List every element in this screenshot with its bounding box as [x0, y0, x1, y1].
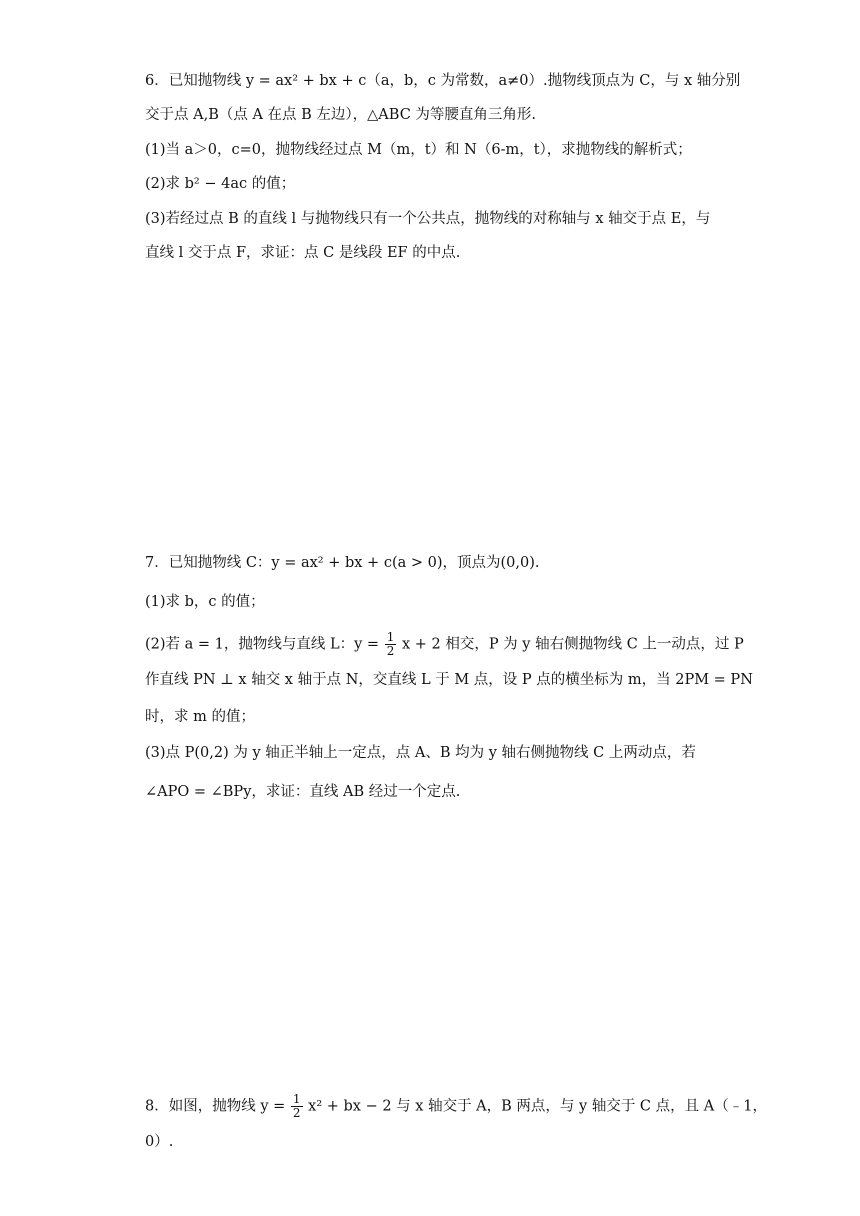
q7-line-5: 时，求 m 的值；	[145, 709, 255, 725]
q6-line-2: 交于点 A,B（点 A 在点 B 左边），△ABC 为等腰直角三角形.	[145, 107, 537, 123]
q7-line-6: (3)点 P(0,2) 为 y 轴正半轴上一定点，点 A、B 均为 y 轴右侧抛物线 C 上两动点，若	[145, 745, 696, 761]
q6-line-1: 6．已知抛物线 y = ax² + bx + c（a，b，c 为常数，a≠0）.抛物线顶点为 C，与 x 轴分别	[145, 73, 741, 89]
q8-line-1-part-a: 8．如图，抛物线 y =	[145, 1098, 286, 1115]
q8-fraction-numerator: 1	[292, 1092, 301, 1106]
q6-line-5: (3)若经过点 B 的直线 l 与抛物线只有一个公共点，抛物线的对称轴与 x 轴交于点 E，与	[145, 211, 711, 227]
q8-line-1	[145, 1092, 767, 1120]
q6-line-4: (2)求 b² − 4ac 的值；	[145, 176, 296, 192]
q7-line-4: 作直线 PN ⊥ x 轴交 x 轴于点 N，交直线 L 于 M 点，设 P 点的横坐标为 m，当 2PM = PN	[145, 672, 753, 688]
q7-line-3-part-b: x + 2 相交，P 为 y 轴右侧抛物线 C 上一动点，过 P	[401, 636, 744, 653]
q8-fraction-denominator: 2	[292, 1106, 301, 1120]
q7-line-7: ∠APO = ∠BPy，求证：直线 AB 经过一个定点.	[145, 784, 461, 800]
q7-line-3	[145, 630, 744, 658]
q7-fraction	[385, 631, 397, 658]
q8-fraction	[291, 1093, 303, 1120]
q7-line-3-part-a: (2)若 a = 1，抛物线与直线 L：y =	[145, 636, 380, 653]
q7-fraction-denominator: 2	[386, 644, 395, 658]
q7-line-2: (1)求 b，c 的值；	[145, 594, 265, 610]
q7-fraction-numerator: 1	[386, 630, 395, 644]
q8-line-2: 0）.	[145, 1134, 174, 1150]
q7-line-1: 7．已知抛物线 C：y = ax² + bx + c(a > 0)，顶点为(0,0).	[145, 555, 540, 571]
q6-line-3: (1)当 a＞0，c=0，抛物线经过点 M（m，t）和 N（6-m，t），求抛物线的解析式；	[145, 142, 692, 158]
q6-line-6: 直线 l 交于点 F，求证：点 C 是线段 EF 的中点.	[145, 245, 461, 261]
q8-line-1-part-b: x² + bx − 2 与 x 轴交于 A，B 两点，与 y 轴交于 C 点，且 A（﹣1，	[308, 1098, 767, 1115]
